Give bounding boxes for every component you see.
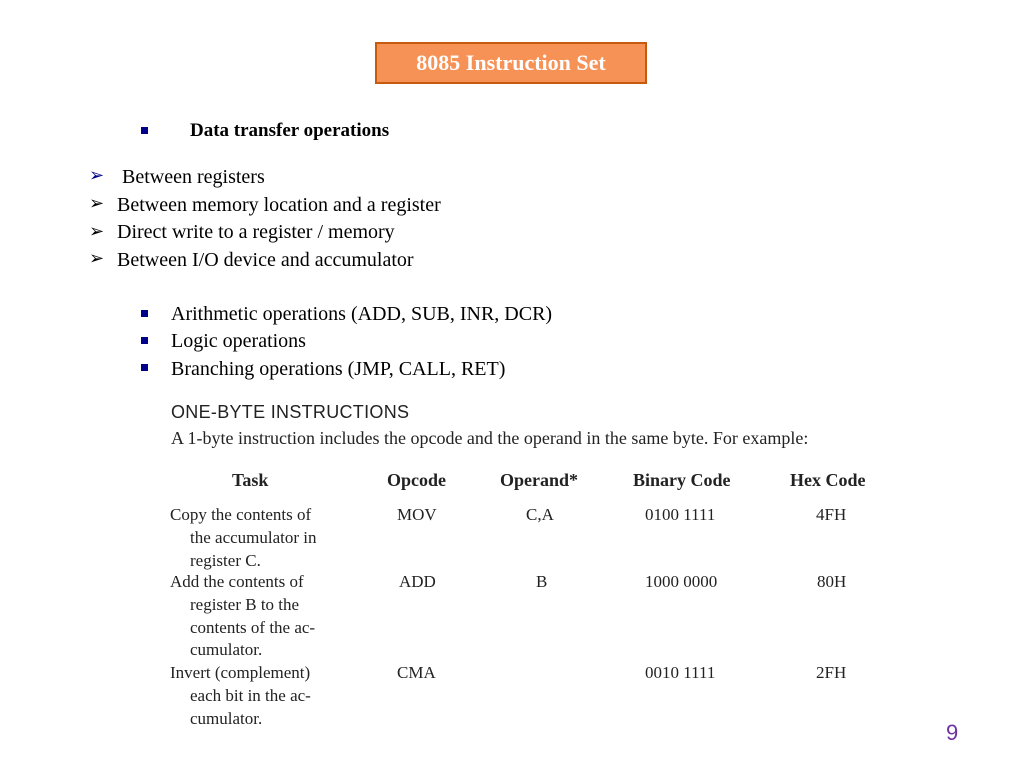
operand-cell: B [536,572,548,591]
sub-item: Between I/O device and accumulator [117,249,414,271]
section-heading: Data transfer operations [190,120,390,141]
task-line: the accumulator in [190,527,317,547]
opcode-cell: MOV [397,505,437,524]
task-line: Add the contents of [170,572,304,591]
task-line: contents of the ac- [190,617,316,637]
book-heading: ONE-BYTE INSTRUCTIONS [171,402,410,422]
binary-cell: 0010 1111 [645,663,716,682]
book-intro: A 1-byte instruction includes the opcode and the operand in the same byte. For example: [171,428,809,448]
task-line: each bit in the ac- [190,685,311,705]
operand-cell: C,A [526,505,554,524]
sub-item: Between memory location and a register [117,194,441,216]
operation-item: Logic operations [171,330,306,352]
column-header-opcode: Opcode [387,470,447,490]
task-line: register C. [190,550,261,570]
task-line: register B to the [190,594,300,614]
page-number: 9 [946,720,959,745]
task-line: cumulator. [190,640,263,660]
square-bullet-icon [141,310,148,317]
table-row-task [170,662,360,730]
column-header-binary: Binary Code [633,470,731,490]
column-header-hex: Hex Code [790,470,866,490]
hex-cell: 80H [817,572,847,591]
task-line: Copy the contents of [170,505,312,524]
binary-cell: 0100 1111 [645,505,716,524]
square-bullet-icon [141,337,148,344]
table-row-task [170,504,360,572]
arrow-bullet-icon: ➢ [89,193,105,214]
column-header-task: Task [232,470,269,490]
sub-item: Between registers [122,166,265,188]
slide-title: 8085 Instruction Set [375,42,647,84]
hex-cell: 4FH [816,505,847,524]
task-line: cumulator. [190,708,263,728]
opcode-cell: CMA [397,663,436,682]
opcode-cell: ADD [399,572,436,591]
table-row-task [170,571,360,662]
column-header-operand: Operand* [500,470,579,490]
sub-item: Direct write to a register / memory [117,221,395,243]
task-line: Invert (complement) [170,663,311,682]
arrow-bullet-icon: ➢ [89,248,105,269]
arrow-bullet-icon: ➢ [89,165,105,186]
operation-item: Branching operations (JMP, CALL, RET) [171,358,506,380]
binary-cell: 1000 0000 [645,572,718,591]
square-bullet-icon [141,127,148,134]
square-bullet-icon [141,364,148,371]
arrow-bullet-icon: ➢ [89,221,105,242]
operation-item: Arithmetic operations (ADD, SUB, INR, DCR) [171,303,553,325]
hex-cell: 2FH [816,663,847,682]
